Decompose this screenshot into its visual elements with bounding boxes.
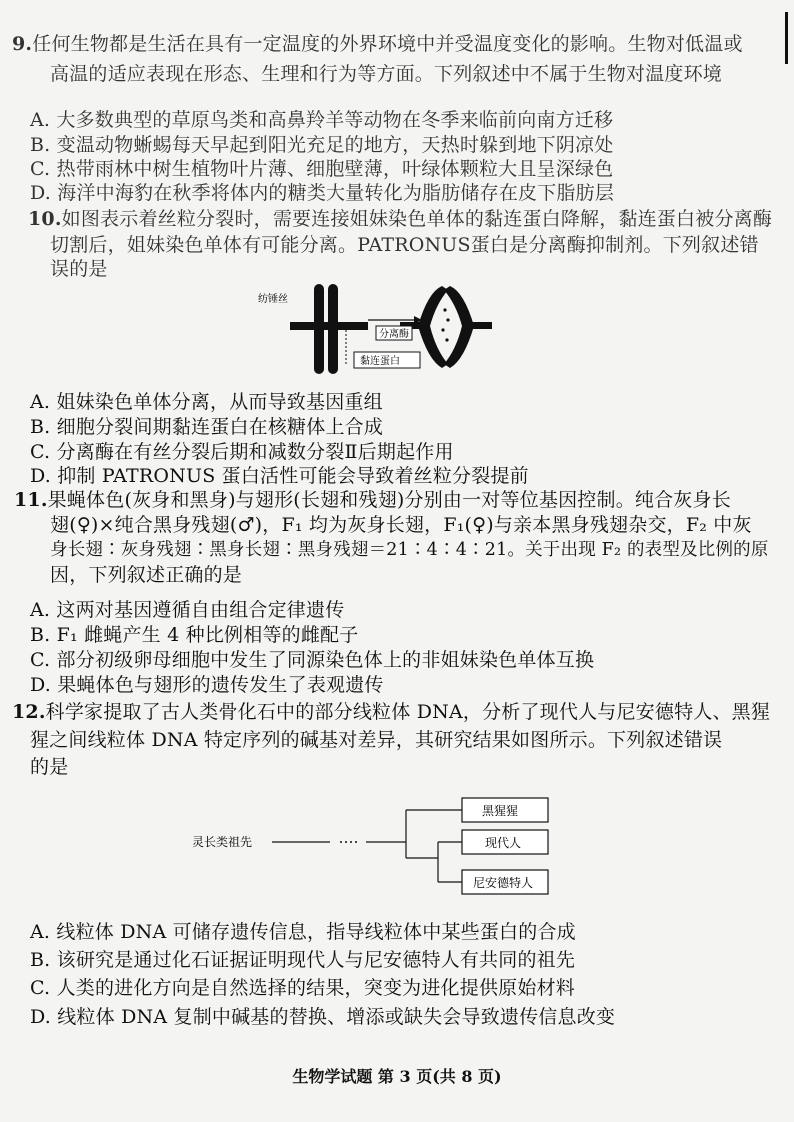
page-edge-mark <box>785 12 788 64</box>
page-footer: 生物学试题 第 3 页(共 8 页) <box>292 1067 502 1086</box>
q9-option-d[interactable]: D. 海洋中海豹在秋季将体内的糖类大量转化为脂肪储存在皮下脂肪层 <box>30 182 615 204</box>
q9-stem-line1: 9.任何生物都是生活在具有一定温度的外界环境中并受温度变化的影响。生物对低温或 <box>12 33 743 55</box>
q11-stem-line3: 身长翅∶灰身残翅∶黑身长翅∶黑身残翅＝21∶4∶4∶21。关于出现 F₂ 的表型及比例的原 <box>50 540 769 560</box>
q11-option-c[interactable]: C. 部分初级卵母细胞中发生了同源染色体上的非姐妹染色单体互换 <box>30 649 595 671</box>
q9-number: 9. <box>12 33 33 55</box>
q9-stem-line2: 高温的适应表现在形态、生理和行为等方面。下列叙述中不属于生物对温度环境 <box>50 63 723 85</box>
q12-number: 12. <box>12 701 46 723</box>
phylogenetic-tree-figure <box>180 792 560 902</box>
q12-option-d[interactable]: D. 线粒体 DNA 复制中碱基的替换、增添或缺失会导致遗传信息改变 <box>30 1006 616 1028</box>
q10-number: 10. <box>28 208 62 230</box>
tree-leaf-label-3: 尼安德特人 <box>473 876 534 890</box>
q11-number: 11. <box>14 489 48 511</box>
chromosome-separase-figure <box>250 280 510 380</box>
q11-option-a[interactable]: A. 这两对基因遵循自由组合定律遗传 <box>30 599 345 621</box>
q12-stem-line3: 的是 <box>30 756 69 778</box>
q12-option-b[interactable]: B. 该研究是通过化石证据证明现代人与尼安德特人有共同的祖先 <box>30 949 576 971</box>
q12-option-c[interactable]: C. 人类的进化方向是自然选择的结果，突变为进化提供原始材料 <box>30 977 575 999</box>
tree-leaf-label-1: 黑猩猩 <box>482 804 519 818</box>
q11-option-d[interactable]: D. 果蝇体色与翅形的遗传发生了表观遗传 <box>30 674 384 696</box>
q9-option-b[interactable]: B. 变温动物蜥蜴每天早起到阳光充足的地方，天热时躲到地下阴凉处 <box>30 134 614 156</box>
q10-option-a[interactable]: A. 姐妹染色单体分离，从而导致基因重组 <box>30 391 383 413</box>
q11-stem-line4: 因，下列叙述正确的是 <box>50 564 243 586</box>
separase-label: 分离酶 <box>379 329 409 340</box>
q10-stem-line3: 误的是 <box>50 258 108 280</box>
q10-stem-line1: 10.如图表示着丝粒分裂时，需要连接姐妹染色单体的黏连蛋白降解，黏连蛋白被分离酶 <box>28 208 773 230</box>
q9-option-a[interactable]: A. 大多数典型的草原鸟类和高鼻羚羊等动物在冬季来临前向南方迁移 <box>30 109 614 131</box>
q10-option-c[interactable]: C. 分离酶在有丝分裂后期和减数分裂Ⅱ后期起作用 <box>30 441 454 463</box>
spindle-label: 纺锤丝 <box>258 294 288 305</box>
q10-option-b[interactable]: B. 细胞分裂间期黏连蛋白在核糖体上合成 <box>30 416 384 438</box>
q10-option-d[interactable]: D. 抑制 PATRONUS 蛋白活性可能会导致着丝粒分裂提前 <box>30 465 529 487</box>
q10-stem-line2: 切割后，姐妹染色单体有可能分离。PATRONUS蛋白是分离酶抑制剂。下列叙述错 <box>50 234 759 256</box>
cohesin-label: 黏连蛋白 <box>360 356 400 367</box>
tree-leaf-label-2: 现代人 <box>485 836 522 850</box>
q12-stem-line2: 猩之间线粒体 DNA 特定序列的碱基对差异，其研究结果如图所示。下列叙述错误 <box>30 729 723 751</box>
q11-option-b[interactable]: B. F₁ 雌蝇产生 4 种比例相等的雌配子 <box>30 624 359 646</box>
q9-option-c[interactable]: C. 热带雨林中树生植物叶片薄、细胞壁薄，叶绿体颗粒大且呈深绿色 <box>30 158 614 180</box>
q12-option-a[interactable]: A. 线粒体 DNA 可储存遗传信息，指导线粒体中某些蛋白的合成 <box>30 921 576 943</box>
q11-stem-line2: 翅(♀)×纯合黑身残翅(♂)，F₁ 均为灰身长翅，F₁(♀)与亲本黑身残翅杂交，F₂ 中灰 <box>50 514 752 536</box>
tree-root-label: 灵长类祖先 <box>192 835 253 849</box>
q11-stem-line1: 11.果蝇体色(灰身和黑身)与翅形(长翅和残翅)分别由一对等位基因控制。纯合灰身长 <box>14 489 731 511</box>
q12-stem-line1: 12.科学家提取了古人类骨化石中的部分线粒体 DNA，分析了现代人与尼安德特人、黑猩 <box>12 701 771 723</box>
